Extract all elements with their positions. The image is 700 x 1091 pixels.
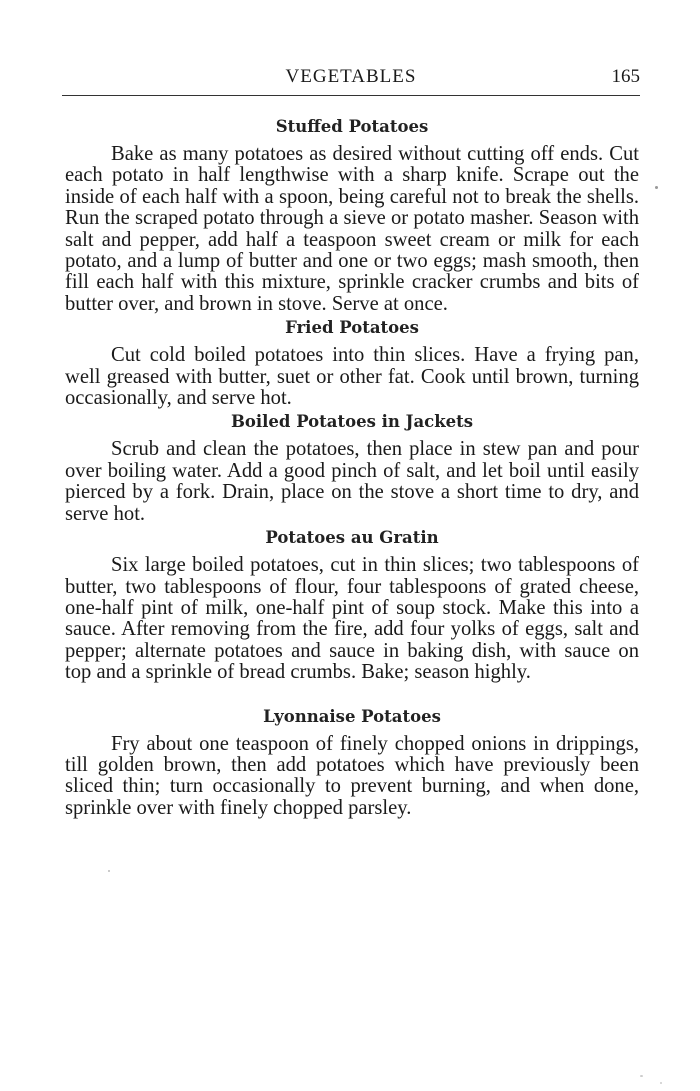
section-text-fried-potatoes: Cut cold boiled potatoes into thin slices. Have a frying pan, well greased with butter, suet or other fat. Cook until brown, turning occasionally, and serve hot.	[65, 344, 639, 410]
print-speck	[655, 186, 658, 189]
section-title-potatoes-au-gratin: Potatoes au Gratin	[265, 528, 439, 548]
section-text-lyonnaise-potatoes: Fry about one teaspoon of finely chopped onions in drippings, till golden brown, then add potatoes which have previously been sliced thin; turn occasionally to prevent burning, and when done, sprinkle over with finely chopped parsley.	[65, 732, 639, 819]
section-text-potatoes-au-gratin: Six large boiled potatoes, cut in thin slices; two tablespoons of butter, two tablespoons of flour, four tablespoons of grated cheese, one-half pint of milk, one-half pint of soup stock. Make this into a sauce. After removing from the fire, add four yolks of eggs, salt and pepper; alternate potatoes and sauce in baking dish, with sauce on top and a sprinkle of bread crumbs. Bake; season highly.	[65, 554, 639, 684]
running-head	[62, 66, 640, 94]
section-text-boiled-potatoes-in-jackets: Scrub and clean the potatoes, then place in stew pan and pour over boiling water. Add a good pinch of salt, and let boil until easily pierced by a fork. Drain, place on the stove a short time to dry, and serve hot.	[65, 438, 639, 525]
section-title-stuffed-potatoes: Stuffed Potatoes	[275, 117, 429, 136]
section-text-stuffed-potatoes: Bake as many potatoes as desired without cutting off ends. Cut each potato in half lengthwise with a sharp knife. Scrape out the inside of each half with a spoon, being careful not to break the shells. Run the scraped potato through a sieve or potato masher. Season with salt and pepper, add half a teaspoon sweet cream or milk for each potato, and a lump of butter and one or two eggs; mash smooth, then fill each half with this mixture, sprinkle cracker crumbs and bits of butter over, and brown in stove. Serve at once.	[65, 143, 639, 315]
section-title-lyonnaise-potatoes: Lyonnaise Potatoes	[263, 706, 441, 726]
section-title-fried-potatoes: Fried Potatoes	[285, 318, 419, 338]
section-title-boiled-potatoes-in-jackets: Boiled Potatoes in Jackets	[230, 412, 474, 432]
page-number: 165	[611, 66, 640, 87]
page-content	[65, 114, 639, 819]
print-speck	[640, 1075, 643, 1077]
chapter-title: VEGETABLES	[285, 66, 417, 87]
print-speck	[108, 870, 110, 872]
header-rule	[62, 95, 640, 96]
print-speck	[660, 1082, 662, 1084]
